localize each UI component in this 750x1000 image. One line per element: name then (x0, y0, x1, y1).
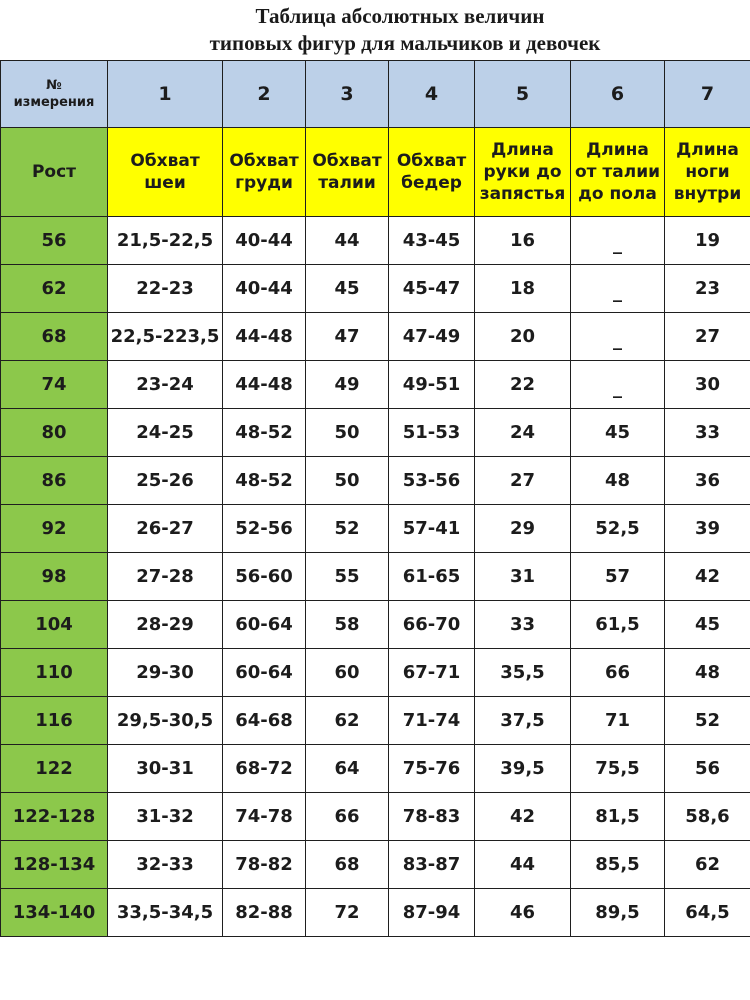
column-number-2: 2 (223, 61, 306, 128)
measurement-cell: 29-30 (108, 649, 223, 697)
measurement-cell: 78-83 (389, 793, 475, 841)
column-header-1: Обхват шеи (108, 128, 223, 217)
height-cell: 68 (1, 313, 108, 361)
measurement-cell: 56 (665, 745, 750, 793)
column-number-7: 7 (665, 61, 750, 128)
measurement-cell: 52 (306, 505, 389, 553)
measurement-cell: 48 (571, 457, 665, 505)
column-header-6: Длина от талии до пола (571, 128, 665, 217)
table-row (1, 409, 750, 457)
measurement-cell: 22,5-223,5 (108, 313, 223, 361)
column-number-6: 6 (571, 61, 665, 128)
measurement-cell: 49 (306, 361, 389, 409)
measurement-cell: 52,5 (571, 505, 665, 553)
measurement-cell: 42 (475, 793, 571, 841)
column-number-5: 5 (475, 61, 571, 128)
measurement-cell: 19 (665, 217, 750, 265)
measurement-cell: 78-82 (223, 841, 306, 889)
measurement-cell: 22 (475, 361, 571, 409)
measurement-cell: 31 (475, 553, 571, 601)
table-row (1, 697, 750, 745)
measurement-cell: 23 (665, 265, 750, 313)
measurement-cell: 37,5 (475, 697, 571, 745)
table-row (1, 793, 750, 841)
height-cell: 128-134 (1, 841, 108, 889)
measurement-cell: 74-78 (223, 793, 306, 841)
column-header-4: Обхват бедер (389, 128, 475, 217)
no-value-dash: _ (613, 234, 622, 255)
measurement-cell: 66-70 (389, 601, 475, 649)
measurement-cell: 27-28 (108, 553, 223, 601)
measurement-cell: 35,5 (475, 649, 571, 697)
column-number-row (1, 61, 750, 128)
measurement-cell (571, 217, 665, 265)
height-label: Рост (1, 128, 108, 217)
measurement-cell: 75-76 (389, 745, 475, 793)
measurement-cell: 46 (475, 889, 571, 937)
measure-no-label: № измерения (1, 61, 108, 128)
height-cell: 110 (1, 649, 108, 697)
measurement-cell: 61-65 (389, 553, 475, 601)
table-row (1, 265, 750, 313)
height-cell: 56 (1, 217, 108, 265)
measurement-cell: 45-47 (389, 265, 475, 313)
measurement-cell: 50 (306, 457, 389, 505)
height-cell: 86 (1, 457, 108, 505)
measurement-cell: 33,5-34,5 (108, 889, 223, 937)
measurement-cell: 48 (665, 649, 750, 697)
table-row (1, 313, 750, 361)
measurement-cell: 48-52 (223, 409, 306, 457)
measurement-cell: 58,6 (665, 793, 750, 841)
measurement-cell: 40-44 (223, 217, 306, 265)
height-cell: 98 (1, 553, 108, 601)
measurement-cell: 60 (306, 649, 389, 697)
measurement-cell: 47 (306, 313, 389, 361)
measurement-cell: 16 (475, 217, 571, 265)
measurement-cell: 44 (475, 841, 571, 889)
column-header-5: Длина руки до запястья (475, 128, 571, 217)
measurement-cell: 23-24 (108, 361, 223, 409)
measurement-cell: 60-64 (223, 649, 306, 697)
measurement-cell: 64 (306, 745, 389, 793)
measurement-cell: 52 (665, 697, 750, 745)
height-cell: 74 (1, 361, 108, 409)
measurement-cell: 27 (475, 457, 571, 505)
column-number-3: 3 (306, 61, 389, 128)
measurement-cell: 58 (306, 601, 389, 649)
column-header-3: Обхват талии (306, 128, 389, 217)
no-value-dash: _ (613, 282, 622, 303)
measurement-cell: 25-26 (108, 457, 223, 505)
height-cell: 80 (1, 409, 108, 457)
measurement-cell: 44-48 (223, 361, 306, 409)
height-cell: 134-140 (1, 889, 108, 937)
measurement-cell: 61,5 (571, 601, 665, 649)
measurement-cell: 22-23 (108, 265, 223, 313)
measurement-cell: 68 (306, 841, 389, 889)
column-number-1: 1 (108, 61, 223, 128)
measurement-cell: 57 (571, 553, 665, 601)
measurement-cell: 47-49 (389, 313, 475, 361)
measurement-cell: 24 (475, 409, 571, 457)
measurement-cell: 44 (306, 217, 389, 265)
size-table-body (1, 61, 750, 937)
table-row (1, 889, 750, 937)
height-cell: 116 (1, 697, 108, 745)
measurement-cell: 50 (306, 409, 389, 457)
table-row (1, 505, 750, 553)
measurement-cell: 44-48 (223, 313, 306, 361)
size-table (0, 60, 750, 937)
measurement-cell: 20 (475, 313, 571, 361)
table-row (1, 745, 750, 793)
measurement-cell: 72 (306, 889, 389, 937)
measurement-cell: 53-56 (389, 457, 475, 505)
measurement-cell: 64,5 (665, 889, 750, 937)
measurement-cell: 57-41 (389, 505, 475, 553)
table-row (1, 841, 750, 889)
measurement-cell: 33 (475, 601, 571, 649)
measurement-cell: 30-31 (108, 745, 223, 793)
column-header-row (1, 128, 750, 217)
measurement-cell (571, 361, 665, 409)
measurement-cell: 85,5 (571, 841, 665, 889)
measurement-cell: 62 (306, 697, 389, 745)
measurement-cell: 71 (571, 697, 665, 745)
measurement-cell: 40-44 (223, 265, 306, 313)
height-cell: 122-128 (1, 793, 108, 841)
measurement-cell: 43-45 (389, 217, 475, 265)
title-line-2: типовых фигур для мальчиков и девочек (209, 31, 601, 55)
measurement-cell: 64-68 (223, 697, 306, 745)
measurement-cell: 68-72 (223, 745, 306, 793)
measurement-cell: 36 (665, 457, 750, 505)
measurement-cell: 87-94 (389, 889, 475, 937)
table-row (1, 217, 750, 265)
measurement-cell (571, 265, 665, 313)
measurement-cell: 33 (665, 409, 750, 457)
height-cell: 104 (1, 601, 108, 649)
height-cell: 92 (1, 505, 108, 553)
measurement-cell: 51-53 (389, 409, 475, 457)
measurement-cell: 75,5 (571, 745, 665, 793)
measurement-cell: 66 (306, 793, 389, 841)
measurement-cell: 24-25 (108, 409, 223, 457)
table-row (1, 553, 750, 601)
measurement-cell: 28-29 (108, 601, 223, 649)
measurement-cell: 39 (665, 505, 750, 553)
table-row (1, 649, 750, 697)
title-line-1: Таблица абсолютных величин (255, 4, 545, 28)
measurement-cell: 67-71 (389, 649, 475, 697)
table-row (1, 601, 750, 649)
measurement-cell: 60-64 (223, 601, 306, 649)
measurement-cell: 49-51 (389, 361, 475, 409)
measurement-cell: 42 (665, 553, 750, 601)
measurement-cell: 18 (475, 265, 571, 313)
measurement-cell: 52-56 (223, 505, 306, 553)
measurement-cell: 82-88 (223, 889, 306, 937)
table-row (1, 457, 750, 505)
measurement-cell: 30 (665, 361, 750, 409)
column-header-7: Длина ноги внутри (665, 128, 750, 217)
height-cell: 122 (1, 745, 108, 793)
measurement-cell: 21,5-22,5 (108, 217, 223, 265)
measurement-cell: 66 (571, 649, 665, 697)
measurement-cell: 83-87 (389, 841, 475, 889)
no-value-dash: _ (613, 378, 622, 399)
measurement-cell: 29 (475, 505, 571, 553)
measurement-cell: 26-27 (108, 505, 223, 553)
measurement-cell: 29,5-30,5 (108, 697, 223, 745)
measurement-cell: 31-32 (108, 793, 223, 841)
column-header-2: Обхват груди (223, 128, 306, 217)
no-value-dash: _ (613, 330, 622, 351)
measurement-cell: 62 (665, 841, 750, 889)
measurement-cell: 48-52 (223, 457, 306, 505)
measurement-cell: 27 (665, 313, 750, 361)
page-title (0, 3, 750, 57)
measurement-cell: 56-60 (223, 553, 306, 601)
measurement-cell: 89,5 (571, 889, 665, 937)
measurement-cell (571, 313, 665, 361)
measurement-cell: 45 (571, 409, 665, 457)
measurement-cell: 55 (306, 553, 389, 601)
table-row (1, 361, 750, 409)
measurement-cell: 45 (665, 601, 750, 649)
measurement-cell: 39,5 (475, 745, 571, 793)
column-number-4: 4 (389, 61, 475, 128)
measurement-cell: 71-74 (389, 697, 475, 745)
measurement-cell: 32-33 (108, 841, 223, 889)
height-cell: 62 (1, 265, 108, 313)
measurement-cell: 81,5 (571, 793, 665, 841)
measurement-cell: 45 (306, 265, 389, 313)
